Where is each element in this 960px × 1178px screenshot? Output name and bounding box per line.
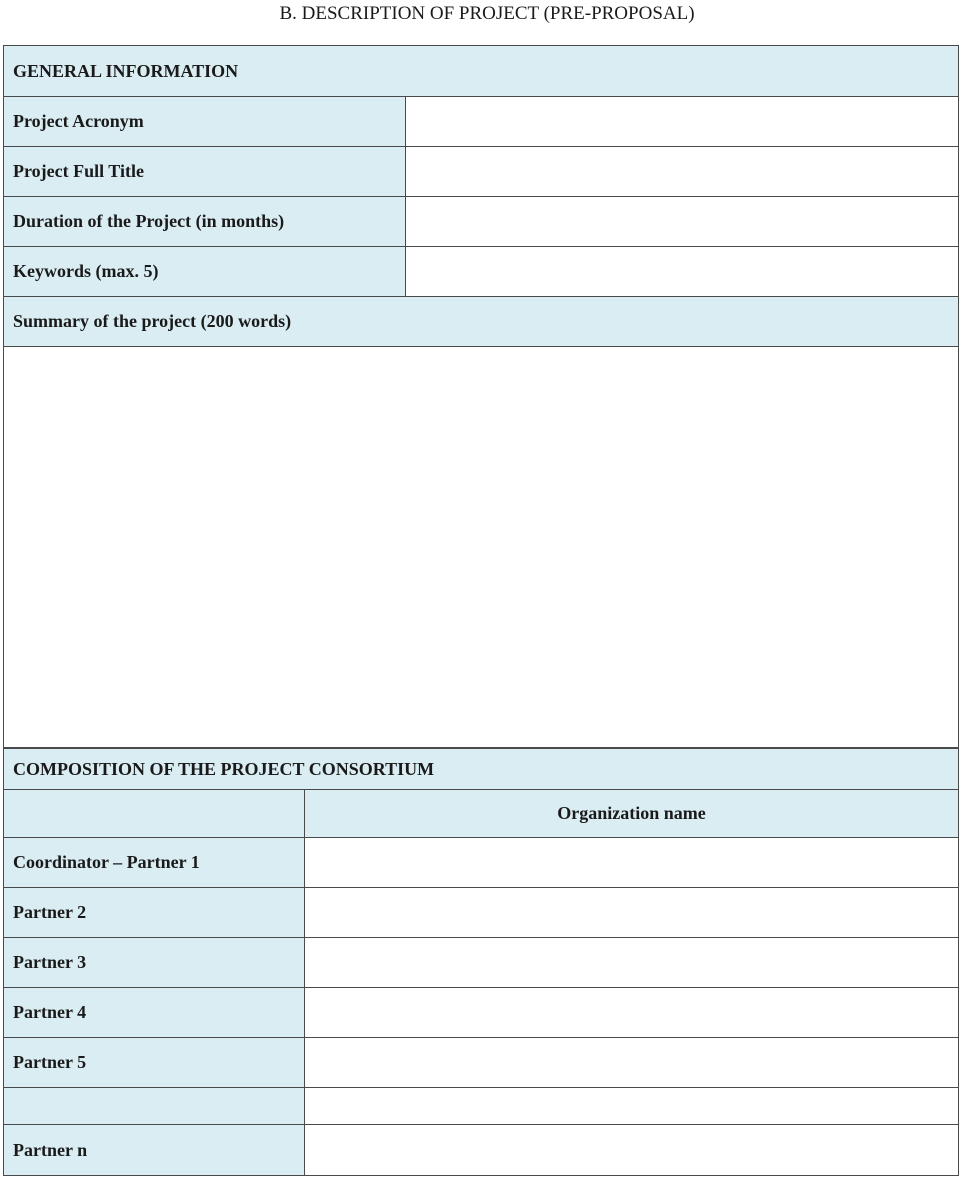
partner-column-header (4, 790, 305, 838)
project-full-title-label: Project Full Title (4, 147, 406, 197)
partner-label (4, 1088, 305, 1125)
duration-label: Duration of the Project (in months) (4, 197, 406, 247)
consortium-table (3, 748, 959, 1176)
partner-row (4, 938, 959, 988)
partner-row (4, 838, 959, 888)
duration-field[interactable] (406, 197, 959, 247)
organization-name-field[interactable] (305, 1088, 959, 1125)
general-information-heading: GENERAL INFORMATION (4, 46, 959, 97)
project-full-title-field[interactable] (406, 147, 959, 197)
keywords-field[interactable] (406, 247, 959, 297)
organization-name-header: Organization name (305, 790, 959, 838)
partner-label: Partner 3 (4, 938, 305, 988)
organization-name-field[interactable] (305, 1038, 959, 1088)
partner-row (4, 888, 959, 938)
project-acronym-label: Project Acronym (4, 97, 406, 147)
keywords-label: Keywords (max. 5) (4, 247, 406, 297)
partner-row (4, 1038, 959, 1088)
partner-label: Partner 5 (4, 1038, 305, 1088)
partner-row (4, 1125, 959, 1176)
field-row-project-full-title (4, 147, 959, 197)
general-information-table (3, 45, 959, 748)
partner-label: Partner 4 (4, 988, 305, 1038)
field-row-project-acronym (4, 97, 959, 147)
organization-name-field[interactable] (305, 1125, 959, 1176)
field-row-duration (4, 197, 959, 247)
field-row-keywords (4, 247, 959, 297)
project-acronym-field[interactable] (406, 97, 959, 147)
page-title: B. DESCRIPTION OF PROJECT (PRE-PROPOSAL) (279, 3, 695, 24)
consortium-heading: COMPOSITION OF THE PROJECT CONSORTIUM (4, 749, 959, 790)
organization-name-field[interactable] (305, 838, 959, 888)
partner-label: Coordinator – Partner 1 (4, 838, 305, 888)
partner-row (4, 988, 959, 1038)
organization-name-field[interactable] (305, 988, 959, 1038)
partner-label: Partner 2 (4, 888, 305, 938)
partner-label: Partner n (4, 1125, 305, 1176)
summary-label: Summary of the project (200 words) (4, 297, 959, 347)
organization-name-field[interactable] (305, 938, 959, 988)
organization-name-field[interactable] (305, 888, 959, 938)
partner-row (4, 1088, 959, 1125)
summary-field[interactable] (4, 347, 959, 748)
